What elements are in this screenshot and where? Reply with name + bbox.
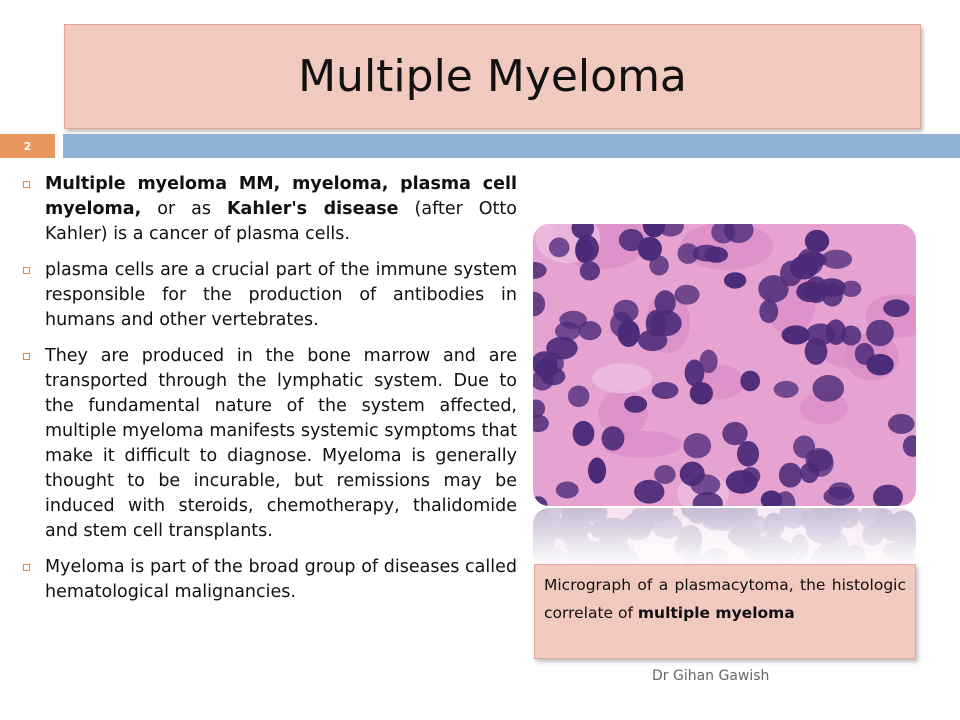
cell-nucleus xyxy=(617,320,639,347)
square-bullet-icon xyxy=(23,267,30,274)
cell-nucleus xyxy=(759,300,778,324)
cell-nucleus xyxy=(724,272,746,288)
cell-nucleus xyxy=(702,514,727,531)
cell-nucleus xyxy=(780,261,802,287)
title-box xyxy=(64,24,921,129)
cell-nucleus xyxy=(740,371,760,392)
micrograph-reflection-drawing xyxy=(533,508,916,568)
cell-nucleus xyxy=(549,238,570,258)
cell-nucleus xyxy=(690,474,720,495)
cell-nucleus xyxy=(692,245,721,262)
cell-nucleus xyxy=(602,426,625,450)
cell-nucleus xyxy=(826,319,846,345)
cell-nucleus xyxy=(729,523,760,548)
cell-nucleus xyxy=(638,330,667,352)
cell-nucleus xyxy=(722,422,747,445)
cell-nucleus xyxy=(791,534,809,561)
bullet-item xyxy=(20,344,517,544)
header-bar xyxy=(63,134,960,158)
cell-nucleus xyxy=(806,520,833,543)
bullet-text: plasma cells are a crucial part of the immune system responsible for the production of antibodies in humans and other vertebrates. xyxy=(45,260,517,330)
bullet-item xyxy=(20,258,517,333)
cell-nucleus xyxy=(652,382,679,399)
cell-nucleus xyxy=(683,433,711,458)
bullet-text: Multiple myeloma MM, myeloma, plasma cell myeloma, xyxy=(45,174,517,219)
cell-nucleus xyxy=(674,285,699,305)
bullet-item xyxy=(20,172,517,247)
cell-nucleus xyxy=(654,465,675,484)
micrograph-reflection xyxy=(533,508,916,568)
cell-nucleus xyxy=(556,481,579,498)
cell-nucleus xyxy=(737,441,759,467)
bullet-text: or as xyxy=(141,199,227,219)
slide-title: Multiple Myeloma xyxy=(298,51,687,102)
slide-number: 2 xyxy=(0,134,55,158)
cell-nucleus xyxy=(564,511,586,528)
cell-nucleus xyxy=(613,300,638,323)
cell-nucleus xyxy=(619,229,644,251)
cell-nucleus xyxy=(779,463,802,488)
caption-text: Micrograph of a plasmacytoma, the histologic correlate of xyxy=(544,576,906,622)
cell-nucleus xyxy=(771,548,793,565)
cell-nucleus xyxy=(774,381,799,398)
bullet-text: They are produced in the bone marrow and are transported through the lymphatic system. Due to the fundamental nature of the system affected, multiple myeloma manifests systemic symptoms that make it difficult to diagnose. Myeloma is generally thought to be incurable, but remissions may be induced with steroids, chemotherapy, thalidomide and stem cell transplants. xyxy=(45,346,517,541)
cell-nucleus xyxy=(813,375,845,402)
square-bullet-icon xyxy=(23,181,30,188)
bullet-item xyxy=(20,555,517,605)
square-bullet-icon xyxy=(23,564,30,571)
cell-nucleus xyxy=(568,385,590,407)
bullet-text: Myeloma is part of the broad group of diseases called hematological malignancies. xyxy=(45,557,517,602)
cell-nucleus xyxy=(575,238,593,263)
square-bullet-icon xyxy=(23,353,30,360)
micrograph-image xyxy=(533,224,916,506)
cell-nucleus xyxy=(649,256,669,276)
cell-nucleus xyxy=(866,320,894,346)
cell-nucleus xyxy=(700,350,718,373)
cell-nucleus xyxy=(741,467,760,485)
footer-author: Dr Gihan Gawish xyxy=(652,668,770,684)
image-caption xyxy=(534,564,916,659)
cell-nucleus xyxy=(634,480,664,504)
cell-nucleus xyxy=(805,448,833,471)
bullet-text: Kahler's disease xyxy=(227,199,399,219)
cell-nucleus xyxy=(573,421,595,446)
caption-bold-text: multiple myeloma xyxy=(637,604,795,622)
cell-nucleus xyxy=(855,343,874,365)
cell-nucleus xyxy=(782,325,810,344)
cytoplasm-blob xyxy=(592,363,652,393)
cell-nucleus xyxy=(559,311,587,329)
micrograph-drawing xyxy=(533,224,916,506)
cell-nucleus xyxy=(588,458,606,484)
cell-nucleus xyxy=(796,281,823,302)
bullet-list xyxy=(20,172,517,616)
cell-nucleus xyxy=(624,396,647,413)
cell-nucleus xyxy=(883,299,909,317)
bullet-text: (after Otto Kahler) is a cancer of plasma cells. xyxy=(45,199,517,244)
cell-nucleus xyxy=(580,261,600,280)
cell-nucleus xyxy=(888,414,915,434)
cell-nucleus xyxy=(876,509,895,535)
cell-nucleus xyxy=(823,487,854,506)
